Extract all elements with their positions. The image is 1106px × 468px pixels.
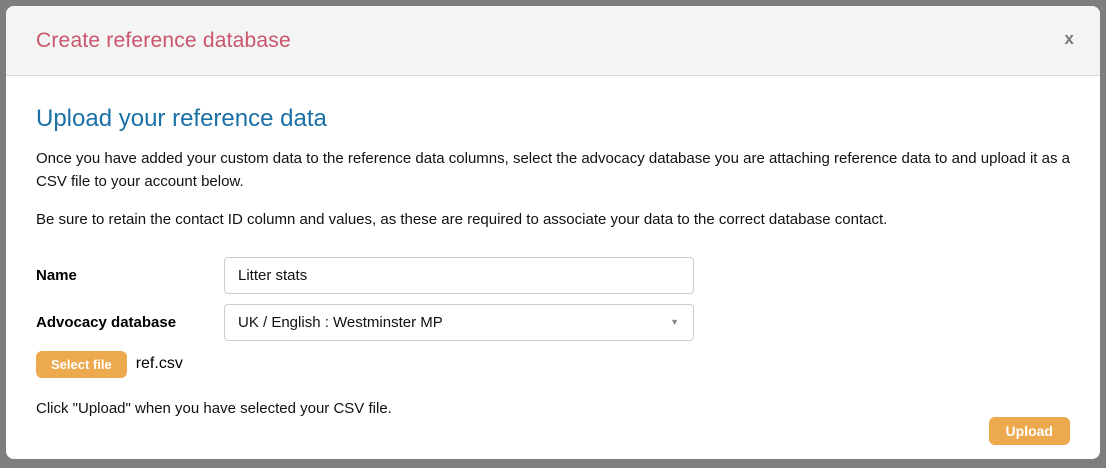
name-row	[36, 257, 1070, 294]
create-reference-database-modal	[6, 6, 1100, 459]
modal-body	[6, 76, 1100, 459]
upload-instruction: Click "Upload" when you have selected your CSV file.	[36, 399, 392, 417]
intro-paragraph: Once you have added your custom data to the reference data columns, select the advocacy database you are attaching reference data to and upload it as a CSV file to your account below.	[36, 150, 1070, 191]
advocacy-database-select[interactable]	[224, 304, 694, 341]
select-file-button[interactable]: Select file	[36, 351, 127, 378]
upload-form	[36, 257, 1070, 378]
advocacy-database-label: Advocacy database	[36, 313, 177, 331]
advocacy-database-selected-value: UK / English : Westminster MP	[238, 313, 443, 331]
modal-header	[6, 6, 1100, 76]
section-heading: Upload your reference data	[36, 105, 327, 132]
contact-id-note-paragraph: Be sure to retain the contact ID column and values, as these are required to associate your data to the correct database contact.	[36, 210, 888, 228]
close-icon[interactable]: x	[1064, 29, 1074, 48]
upload-button[interactable]: Upload	[989, 417, 1070, 445]
advocacy-database-row	[36, 304, 1070, 341]
modal-title: Create reference database	[36, 28, 291, 52]
chevron-down-icon: ▼	[670, 317, 679, 328]
file-select-row	[36, 351, 1070, 378]
name-label: Name	[36, 266, 77, 284]
selected-file-name: ref.csv	[135, 355, 183, 373]
name-input[interactable]	[224, 257, 694, 294]
